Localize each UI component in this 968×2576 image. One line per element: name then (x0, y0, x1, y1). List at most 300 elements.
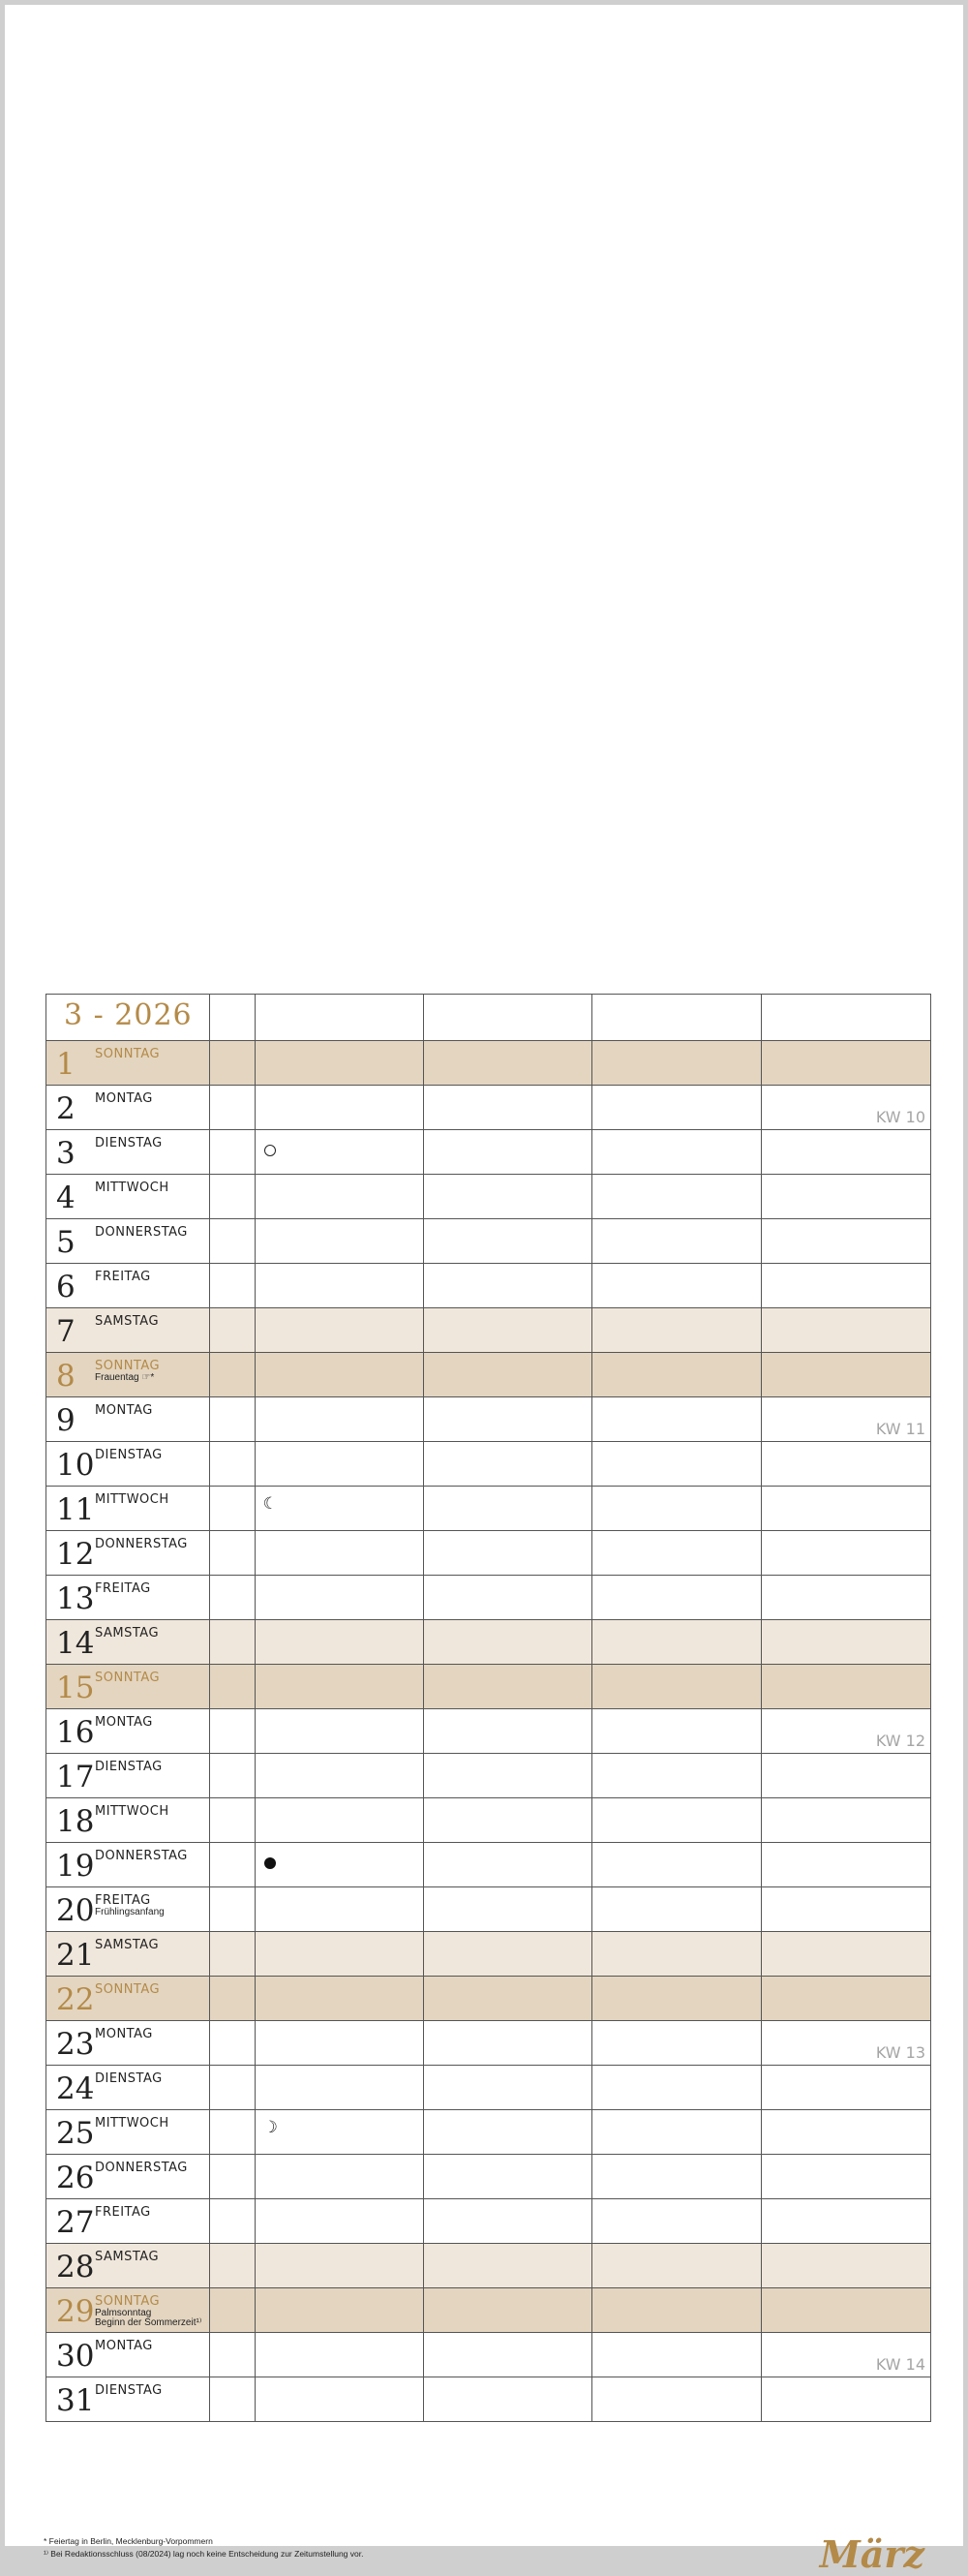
person-entry-cell[interactable] (255, 2288, 423, 2333)
person-entry-cell[interactable] (255, 1887, 423, 1932)
day-row (46, 2288, 931, 2333)
day-row (46, 2066, 931, 2110)
person-entry-cell[interactable] (592, 2333, 761, 2377)
day-row (46, 1798, 931, 1843)
weekday-label: MITTWOCH (95, 1492, 169, 1507)
person-entry-cell[interactable] (423, 1264, 591, 1308)
person-entry-cell[interactable] (592, 1442, 761, 1487)
person-entry-cell[interactable] (761, 1308, 930, 1353)
person-entry-cell[interactable] (592, 1086, 761, 1130)
person-entry-cell[interactable] (423, 2021, 591, 2066)
header-row (46, 995, 931, 1041)
person-entry-cell[interactable] (761, 2110, 930, 2155)
day-label-cell (46, 1308, 210, 1353)
weekday-label: MITTWOCH (95, 2116, 169, 2131)
weekday-label: SONNTAG (95, 1671, 161, 1685)
person-entry-cell[interactable] (761, 1665, 930, 1709)
person-entry-cell[interactable] (592, 1977, 761, 2021)
weekday-label: MONTAG (95, 1403, 153, 1418)
person-entry-cell[interactable] (592, 1754, 761, 1798)
weekday-label: SONNTAG (95, 1359, 161, 1373)
day-label-cell (46, 2066, 210, 2110)
person-entry-cell[interactable] (255, 1442, 423, 1487)
person-entry-cell[interactable] (255, 1264, 423, 1308)
day-label-cell (46, 2021, 210, 2066)
day-number: 13 (56, 1581, 95, 1616)
weekday-label: MONTAG (95, 1715, 153, 1730)
person-entry-cell[interactable] (255, 2199, 423, 2244)
person-entry-cell[interactable] (592, 1531, 761, 1576)
person-entry-cell[interactable] (592, 1130, 761, 1175)
weekday-label: FREITAG (95, 1581, 151, 1596)
person-entry-cell[interactable] (592, 1887, 761, 1932)
day-row (46, 1977, 931, 2021)
calendar-week-label: KW 12 (875, 1732, 925, 1750)
day-number: 9 (56, 1403, 76, 1438)
footnotes (44, 2535, 363, 2561)
blank-column-cell[interactable] (210, 1308, 255, 1353)
day-number: 24 (56, 2071, 95, 2106)
weekday-label: SONNTAG (95, 2294, 161, 2309)
person-entry-cell[interactable] (423, 1932, 591, 1977)
person-entry-cell[interactable] (761, 1576, 930, 1620)
day-label-cell (46, 1219, 210, 1264)
day-label-cell (46, 1576, 210, 1620)
person-entry-cell[interactable] (761, 1932, 930, 1977)
waning-moon-icon: ☾ (262, 1494, 278, 1514)
blank-column-cell[interactable] (210, 995, 255, 1041)
weekday-label: DIENSTAG (95, 2071, 163, 2086)
person-entry-cell[interactable] (592, 2199, 761, 2244)
person-entry-cell[interactable] (761, 2288, 930, 2333)
blank-column-cell[interactable] (210, 2155, 255, 2199)
blank-column-cell[interactable] (210, 1576, 255, 1620)
day-number: 18 (56, 1804, 95, 1839)
weekday-label: MITTWOCH (95, 1804, 169, 1819)
person-entry-cell[interactable] (592, 2377, 761, 2422)
day-label-cell (46, 2288, 210, 2333)
person-entry-cell[interactable] (761, 1843, 930, 1887)
blank-column-cell[interactable] (210, 1977, 255, 2021)
weekday-label: MONTAG (95, 2027, 153, 2041)
day-number: 26 (56, 2161, 95, 2195)
person-entry-cell[interactable] (255, 1308, 423, 1353)
person-column-cell[interactable] (255, 995, 423, 1041)
day-row (46, 1130, 931, 1175)
person-entry-cell[interactable] (255, 1130, 423, 1175)
person-entry-cell[interactable] (423, 1308, 591, 1353)
day-number: 31 (56, 2383, 95, 2418)
person-entry-cell[interactable] (255, 1754, 423, 1798)
day-row (46, 1041, 931, 1086)
person-entry-cell[interactable] (255, 1932, 423, 1977)
person-entry-cell[interactable] (423, 2066, 591, 2110)
day-row (46, 1353, 931, 1397)
person-entry-cell[interactable] (592, 1843, 761, 1887)
footnote-dst: ¹⁾ Bei Redaktionsschluss (08/2024) lag noch keine Entscheidung zur Zeitumstellung vor. (44, 2549, 364, 2559)
person-entry-cell[interactable] (423, 2377, 591, 2422)
day-row (46, 1264, 931, 1308)
blank-column-cell[interactable] (210, 2110, 255, 2155)
person-entry-cell[interactable] (761, 1977, 930, 2021)
person-entry-cell[interactable] (761, 1442, 930, 1487)
person-entry-cell[interactable] (761, 1264, 930, 1308)
day-label-cell (46, 1531, 210, 1576)
day-label-cell (46, 2155, 210, 2199)
day-number: 27 (56, 2205, 95, 2240)
blank-column-cell[interactable] (210, 1130, 255, 1175)
day-number: 16 (56, 1715, 95, 1750)
person-entry-cell[interactable] (423, 1487, 591, 1531)
person-entry-cell[interactable] (761, 2066, 930, 2110)
person-entry-cell[interactable] (761, 2021, 930, 2066)
day-label-cell (46, 1798, 210, 1843)
blank-column-cell[interactable] (210, 2333, 255, 2377)
person-entry-cell[interactable] (255, 1620, 423, 1665)
blank-column-cell[interactable] (210, 1798, 255, 1843)
person-entry-cell[interactable] (255, 2110, 423, 2155)
day-row (46, 1665, 931, 1709)
full-moon-icon (264, 1145, 276, 1156)
weekday-label: FREITAG (95, 2205, 151, 2220)
person-entry-cell[interactable] (423, 2199, 591, 2244)
person-entry-cell[interactable] (592, 2021, 761, 2066)
day-label-cell (46, 1442, 210, 1487)
person-entry-cell[interactable] (761, 1041, 930, 1086)
weekday-label: DIENSTAG (95, 1448, 163, 1462)
person-entry-cell[interactable] (592, 1041, 761, 1086)
person-entry-cell[interactable] (592, 1264, 761, 1308)
person-entry-cell[interactable] (255, 2021, 423, 2066)
person-entry-cell[interactable] (592, 2110, 761, 2155)
person-entry-cell[interactable] (255, 1175, 423, 1219)
day-note: Frühlingsanfang (95, 1907, 165, 1917)
person-entry-cell[interactable] (761, 1887, 930, 1932)
blank-column-cell[interactable] (210, 1709, 255, 1754)
person-entry-cell[interactable] (423, 1041, 591, 1086)
blank-column-cell[interactable] (210, 1531, 255, 1576)
weekday-label: SAMSTAG (95, 2250, 160, 2264)
new-moon-icon (264, 1857, 276, 1869)
day-label-cell (46, 1130, 210, 1175)
calendar-week-label: KW 14 (875, 2355, 925, 2374)
calendar-week-label: KW 11 (875, 1420, 925, 1438)
day-row (46, 1620, 931, 1665)
person-entry-cell[interactable] (423, 1665, 591, 1709)
day-number: 3 (56, 1136, 76, 1171)
day-row (46, 1576, 931, 1620)
blank-column-cell[interactable] (210, 1932, 255, 1977)
person-entry-cell[interactable] (761, 1754, 930, 1798)
person-entry-cell[interactable] (761, 1709, 930, 1754)
month-year-title: 3 - 2026 (64, 998, 193, 1032)
blank-column-cell[interactable] (210, 1887, 255, 1932)
person-entry-cell[interactable] (423, 1130, 591, 1175)
person-entry-cell[interactable] (761, 1620, 930, 1665)
weekday-label: DONNERSTAG (95, 2161, 188, 2175)
weekday-label: DONNERSTAG (95, 1849, 188, 1863)
weekday-label: FREITAG (95, 1893, 151, 1908)
day-number: 5 (56, 1225, 76, 1260)
day-row (46, 1843, 931, 1887)
person-entry-cell[interactable] (761, 2333, 930, 2377)
person-entry-cell[interactable] (255, 1397, 423, 1442)
person-entry-cell[interactable] (761, 2244, 930, 2288)
person-entry-cell[interactable] (255, 1487, 423, 1531)
person-entry-cell[interactable] (255, 1977, 423, 2021)
calendar-grid (45, 994, 931, 2422)
blank-column-cell[interactable] (210, 1353, 255, 1397)
weekday-label: SONNTAG (95, 1982, 161, 1997)
day-row (46, 1397, 931, 1442)
day-label-cell (46, 1665, 210, 1709)
blank-column-cell[interactable] (210, 2021, 255, 2066)
day-label-cell (46, 1709, 210, 1754)
day-row (46, 1219, 931, 1264)
person-entry-cell[interactable] (761, 2199, 930, 2244)
day-row (46, 1086, 931, 1130)
month-year-cell (46, 995, 210, 1041)
day-row (46, 1487, 931, 1531)
person-entry-cell[interactable] (255, 1531, 423, 1576)
blank-column-cell[interactable] (210, 1665, 255, 1709)
person-entry-cell[interactable] (423, 1175, 591, 1219)
day-label-cell (46, 1397, 210, 1442)
person-entry-cell[interactable] (592, 1932, 761, 1977)
day-number: 21 (56, 1938, 95, 1973)
day-number: 14 (56, 1626, 95, 1661)
day-number: 22 (56, 1982, 95, 2017)
day-number: 30 (56, 2339, 95, 2374)
waxing-moon-icon: ☽ (262, 2118, 278, 2137)
person-entry-cell[interactable] (423, 2155, 591, 2199)
day-label-cell (46, 1041, 210, 1086)
day-row (46, 2333, 931, 2377)
person-entry-cell[interactable] (592, 1397, 761, 1442)
person-entry-cell[interactable] (592, 2244, 761, 2288)
day-number: 29 (56, 2294, 95, 2329)
person-entry-cell[interactable] (592, 2066, 761, 2110)
day-row (46, 1932, 931, 1977)
person-entry-cell[interactable] (255, 1086, 423, 1130)
day-number: 4 (56, 1181, 76, 1215)
person-entry-cell[interactable] (255, 2377, 423, 2422)
day-label-cell (46, 2110, 210, 2155)
person-entry-cell[interactable] (592, 1709, 761, 1754)
person-entry-cell[interactable] (423, 1887, 591, 1932)
person-entry-cell[interactable] (255, 1576, 423, 1620)
day-row (46, 2110, 931, 2155)
person-entry-cell[interactable] (761, 1175, 930, 1219)
weekday-label: SAMSTAG (95, 1626, 160, 1641)
day-label-cell (46, 1264, 210, 1308)
day-label-cell (46, 1887, 210, 1932)
person-entry-cell[interactable] (423, 2288, 591, 2333)
blank-column-cell[interactable] (210, 2199, 255, 2244)
day-number: 11 (56, 1492, 95, 1527)
person-entry-cell[interactable] (255, 1709, 423, 1754)
weekday-label: MONTAG (95, 2339, 153, 2353)
blank-column-cell[interactable] (210, 1397, 255, 1442)
person-entry-cell[interactable] (423, 2244, 591, 2288)
day-number: 2 (56, 1091, 76, 1126)
person-entry-cell[interactable] (255, 1041, 423, 1086)
day-number: 25 (56, 2116, 95, 2151)
person-entry-cell[interactable] (423, 1843, 591, 1887)
day-row (46, 2155, 931, 2199)
day-row (46, 1531, 931, 1576)
person-entry-cell[interactable] (592, 1665, 761, 1709)
weekday-label: DONNERSTAG (95, 1225, 188, 1240)
day-label-cell (46, 1843, 210, 1887)
day-row (46, 1887, 931, 1932)
person-entry-cell[interactable] (255, 1665, 423, 1709)
person-entry-cell[interactable] (761, 1397, 930, 1442)
weekday-label: DIENSTAG (95, 2383, 163, 2398)
month-name: März (819, 2532, 924, 2576)
person-entry-cell[interactable] (761, 2155, 930, 2199)
person-entry-cell[interactable] (423, 2110, 591, 2155)
person-entry-cell[interactable] (761, 1531, 930, 1576)
person-entry-cell[interactable] (255, 2333, 423, 2377)
person-entry-cell[interactable] (423, 1754, 591, 1798)
person-entry-cell[interactable] (423, 1442, 591, 1487)
person-entry-cell[interactable] (761, 1487, 930, 1531)
person-entry-cell[interactable] (255, 1798, 423, 1843)
person-entry-cell[interactable] (255, 1219, 423, 1264)
day-number: 10 (56, 1448, 95, 1483)
person-column-cell[interactable] (592, 995, 761, 1041)
person-entry-cell[interactable] (592, 1353, 761, 1397)
blank-column-cell[interactable] (210, 2377, 255, 2422)
person-entry-cell[interactable] (423, 1798, 591, 1843)
person-entry-cell[interactable] (255, 1353, 423, 1397)
blank-column-cell[interactable] (210, 1264, 255, 1308)
weekday-label: FREITAG (95, 1270, 151, 1284)
weekday-label: SAMSTAG (95, 1314, 160, 1329)
day-label-cell (46, 1932, 210, 1977)
calendar-week-label: KW 10 (875, 1108, 925, 1126)
person-entry-cell[interactable] (255, 2244, 423, 2288)
day-note: Frauentag ☞* (95, 1372, 155, 1383)
blank-column-cell[interactable] (210, 2288, 255, 2333)
day-number: 28 (56, 2250, 95, 2285)
person-entry-cell[interactable] (592, 2155, 761, 2199)
day-label-cell (46, 1086, 210, 1130)
day-note: Palmsonntag (95, 2308, 152, 2318)
blank-column-cell[interactable] (210, 1487, 255, 1531)
footnote-holiday: * Feiertag in Berlin, Mecklenburg-Vorpommern (44, 2536, 213, 2546)
person-entry-cell[interactable] (423, 2333, 591, 2377)
blank-column-cell[interactable] (210, 1442, 255, 1487)
blank-column-cell[interactable] (210, 2244, 255, 2288)
day-number: 23 (56, 2027, 95, 2062)
person-entry-cell[interactable] (423, 1353, 591, 1397)
day-row (46, 2244, 931, 2288)
person-entry-cell[interactable] (761, 1798, 930, 1843)
person-entry-cell[interactable] (592, 1219, 761, 1264)
day-label-cell (46, 1175, 210, 1219)
day-label-cell (46, 2377, 210, 2422)
day-label-cell (46, 1620, 210, 1665)
weekday-label: SAMSTAG (95, 1938, 160, 1952)
person-entry-cell[interactable] (423, 1620, 591, 1665)
day-row (46, 2021, 931, 2066)
day-label-cell (46, 2333, 210, 2377)
person-entry-cell[interactable] (592, 1576, 761, 1620)
person-entry-cell[interactable] (255, 2155, 423, 2199)
person-entry-cell[interactable] (592, 1487, 761, 1531)
person-entry-cell[interactable] (592, 1308, 761, 1353)
blank-column-cell[interactable] (210, 1041, 255, 1086)
day-number: 1 (56, 1047, 76, 1082)
person-entry-cell[interactable] (761, 1353, 930, 1397)
day-row (46, 1709, 931, 1754)
day-number: 19 (56, 1849, 95, 1884)
person-entry-cell[interactable] (423, 1709, 591, 1754)
person-entry-cell[interactable] (761, 2377, 930, 2422)
person-entry-cell[interactable] (423, 1576, 591, 1620)
day-label-cell (46, 1353, 210, 1397)
person-entry-cell[interactable] (592, 1798, 761, 1843)
person-entry-cell[interactable] (761, 1219, 930, 1264)
person-column-cell[interactable] (423, 995, 591, 1041)
calendar-page (5, 5, 963, 2576)
person-entry-cell[interactable] (592, 2288, 761, 2333)
person-entry-cell[interactable] (761, 1086, 930, 1130)
person-entry-cell[interactable] (255, 1843, 423, 1887)
person-entry-cell[interactable] (255, 2066, 423, 2110)
person-entry-cell[interactable] (423, 1531, 591, 1576)
weekday-label: SONNTAG (95, 1047, 161, 1061)
person-entry-cell[interactable] (592, 1175, 761, 1219)
weekday-label: DONNERSTAG (95, 1537, 188, 1551)
blank-column-cell[interactable] (210, 1843, 255, 1887)
day-label-cell (46, 1487, 210, 1531)
day-row (46, 2377, 931, 2422)
day-row (46, 1308, 931, 1353)
day-number: 15 (56, 1671, 95, 1705)
blank-column-cell[interactable] (210, 2066, 255, 2110)
person-entry-cell[interactable] (423, 1397, 591, 1442)
person-entry-cell[interactable] (592, 1620, 761, 1665)
day-number: 7 (56, 1314, 76, 1349)
blank-column-cell[interactable] (210, 1754, 255, 1798)
person-column-cell[interactable] (761, 995, 930, 1041)
day-row (46, 1442, 931, 1487)
person-entry-cell[interactable] (761, 1130, 930, 1175)
day-label-cell (46, 2244, 210, 2288)
day-row (46, 2199, 931, 2244)
blank-column-cell[interactable] (210, 1086, 255, 1130)
day-row (46, 1754, 931, 1798)
blank-column-cell[interactable] (210, 1620, 255, 1665)
day-label-cell (46, 2199, 210, 2244)
weekday-label: MONTAG (95, 1091, 153, 1106)
person-entry-cell[interactable] (423, 1977, 591, 2021)
person-entry-cell[interactable] (423, 1219, 591, 1264)
day-number: 17 (56, 1760, 95, 1794)
blank-column-cell[interactable] (210, 1175, 255, 1219)
person-entry-cell[interactable] (423, 1086, 591, 1130)
weekday-label: MITTWOCH (95, 1181, 169, 1195)
day-label-cell (46, 1977, 210, 2021)
day-number: 8 (56, 1359, 76, 1394)
blank-column-cell[interactable] (210, 1219, 255, 1264)
day-number: 12 (56, 1537, 95, 1572)
day-note: Beginn der Sommerzeit¹⁾ (95, 2317, 202, 2328)
weekday-label: DIENSTAG (95, 1760, 163, 1774)
